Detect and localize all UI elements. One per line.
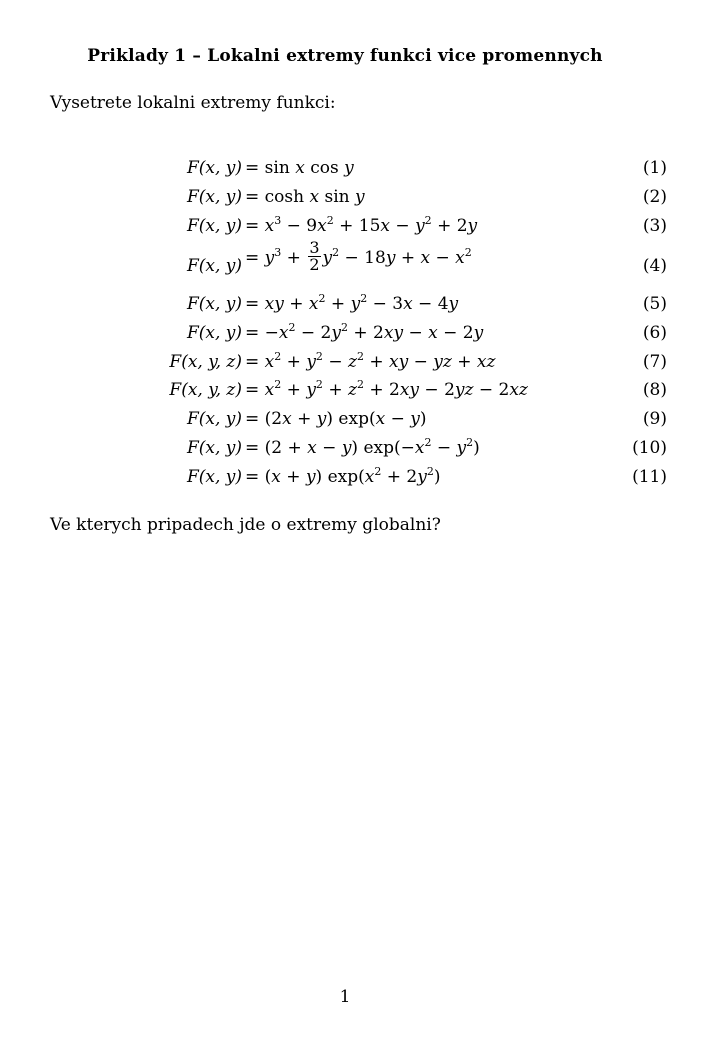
equation-rhs: = xy + $x^2 + y^2 - 3x - 4y$ bbox=[245, 292, 459, 314]
equation-number: (9) bbox=[642, 409, 667, 429]
equation-number: (11) bbox=[632, 467, 667, 487]
equation-row bbox=[0, 294, 717, 322]
equation-row bbox=[0, 158, 717, 186]
equation-number: (8) bbox=[642, 380, 667, 400]
equation-rhs: = $x^2 + y^2 + z^2 + 2xy - 2yz - 2xz$ bbox=[245, 378, 528, 400]
equation-number: (6) bbox=[642, 323, 667, 343]
equation-rhs: = (2 + x − y) $\exp(-x^2 - y^2)$ bbox=[245, 436, 480, 458]
equation-row bbox=[0, 380, 717, 408]
equation-number: (5) bbox=[642, 294, 667, 314]
equation-number: (2) bbox=[642, 187, 667, 207]
fraction-three-halves: $\frac{3}{2}$ bbox=[309, 238, 320, 274]
equation-number: (7) bbox=[642, 352, 667, 372]
equation-number: (3) bbox=[642, 216, 667, 236]
equation-rhs: = $y^3$ + $\frac{3}{2}$ $y^2 - 18y + x - x^2$ bbox=[245, 238, 472, 274]
equation-row bbox=[0, 187, 717, 215]
equation-lhs: F(x, y) bbox=[186, 323, 242, 343]
equation-rhs: = $x^3 - 9x^2 + 15x - y^2 + 2y$ bbox=[245, 214, 478, 236]
equation-number: (4) bbox=[642, 256, 667, 276]
equation-lhs: F(x, y, z) bbox=[169, 380, 242, 400]
equation-rhs: = (x + y) $\exp(x^2 + 2y^2)$ bbox=[245, 465, 441, 487]
document-title: Priklady 1 – Lokalni extremy funkci vice promennych bbox=[87, 46, 603, 66]
equation-row bbox=[0, 238, 717, 284]
equation-rhs: = sin x cos y bbox=[245, 158, 354, 178]
equation-row bbox=[0, 216, 717, 244]
equation-row bbox=[0, 438, 717, 466]
equation-lhs: F(x, y) bbox=[186, 294, 242, 314]
equation-lhs: F(x, y) bbox=[186, 187, 242, 207]
equation-number: (1) bbox=[642, 158, 667, 178]
equation-number: (10) bbox=[632, 438, 667, 458]
page-number: 1 bbox=[339, 987, 351, 1007]
equation-lhs: F(x, y) bbox=[186, 467, 242, 487]
equation-lhs: F(x, y) bbox=[186, 438, 242, 458]
intro-text: Vysetrete lokalni extremy funkci: bbox=[50, 93, 336, 113]
equation-rhs: = (2x + y) exp(x − y) bbox=[245, 409, 427, 429]
equation-row bbox=[0, 409, 717, 437]
equation-rhs: = $-x^2 - 2y^2 + 2xy - x - 2y$ bbox=[245, 321, 484, 343]
equation-lhs: F(x, y, z) bbox=[169, 352, 242, 372]
equation-row bbox=[0, 467, 717, 495]
question-text: Ve kterych pripadech jde o extremy globalni? bbox=[50, 515, 441, 535]
equation-rhs: = $x^2 + y^2 - z^2$ + xy − yz + xz bbox=[245, 350, 496, 372]
equation-row bbox=[0, 323, 717, 351]
equation-lhs: F(x, y) bbox=[186, 256, 242, 276]
equation-lhs: F(x, y) bbox=[186, 216, 242, 236]
equation-row bbox=[0, 352, 717, 380]
equation-lhs: F(x, y) bbox=[186, 158, 242, 178]
equation-rhs: = cosh x sin y bbox=[245, 187, 365, 207]
equation-lhs: F(x, y) bbox=[186, 409, 242, 429]
